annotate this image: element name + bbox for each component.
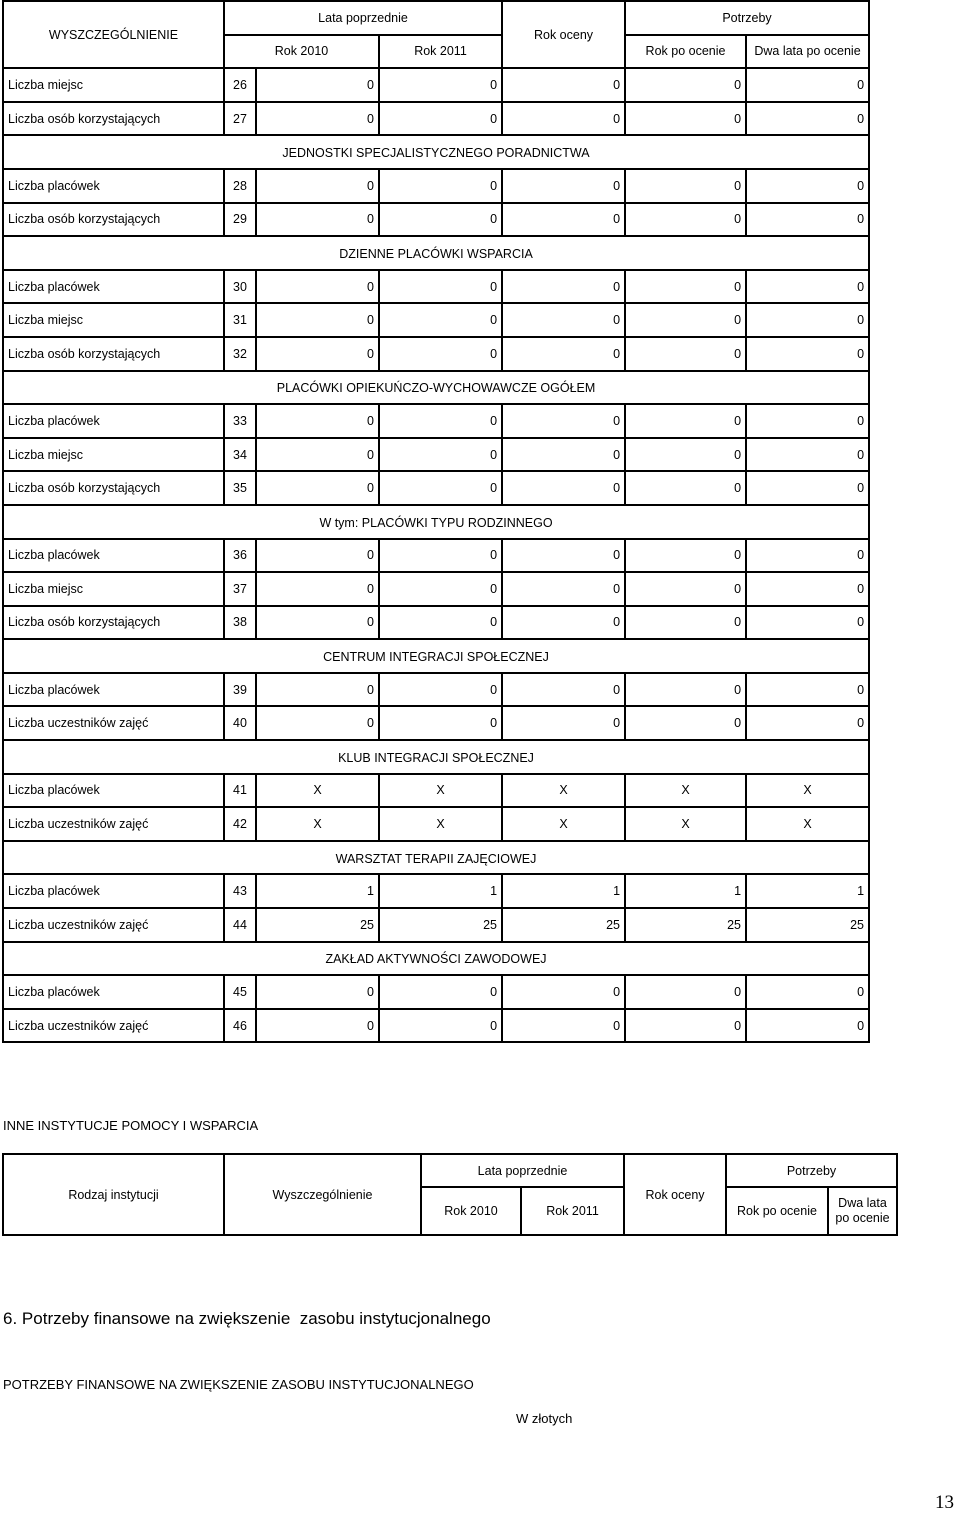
table-row — [3, 908, 869, 942]
inne-header-rodzaj: Rodzaj instytucji — [3, 1154, 224, 1235]
value-cell: 1 — [746, 874, 869, 908]
section-row — [3, 505, 869, 539]
value-cell: 0 — [746, 975, 869, 1009]
value-cell: 0 — [502, 606, 625, 640]
value-cell: 0 — [502, 303, 625, 337]
value-cell: 0 — [502, 572, 625, 606]
row-label: Liczba osób korzystających — [3, 102, 224, 136]
table-row — [3, 303, 869, 337]
row-number: 40 — [224, 706, 256, 740]
row-label: Liczba osób korzystających — [3, 337, 224, 371]
section-row — [3, 371, 869, 405]
value-cell: X — [379, 774, 502, 808]
value-cell: 0 — [746, 203, 869, 237]
value-cell: 0 — [502, 203, 625, 237]
row-label: Liczba uczestników zajęć — [3, 706, 224, 740]
row-label: Liczba uczestników zajęć — [3, 1009, 224, 1043]
table-row — [3, 169, 869, 203]
value-cell: 0 — [625, 68, 746, 102]
value-cell: 0 — [379, 102, 502, 136]
value-cell: 0 — [746, 303, 869, 337]
unit-label: W złotych — [516, 1411, 573, 1426]
value-cell: 0 — [625, 337, 746, 371]
value-cell: 0 — [502, 539, 625, 573]
value-cell: 0 — [502, 337, 625, 371]
table-row — [3, 270, 869, 304]
value-cell: 0 — [256, 975, 379, 1009]
table-row — [3, 438, 869, 472]
value-cell: 0 — [379, 270, 502, 304]
value-cell: 0 — [625, 706, 746, 740]
row-label: Liczba uczestników zajęć — [3, 807, 224, 841]
value-cell: 0 — [625, 606, 746, 640]
row-number: 26 — [224, 68, 256, 102]
value-cell: 0 — [256, 606, 379, 640]
header-rok-po-ocenie: Rok po ocenie — [625, 35, 746, 69]
value-cell: 0 — [379, 404, 502, 438]
value-cell: 0 — [502, 673, 625, 707]
section-row — [3, 236, 869, 270]
section-6-title: Potrzeby finansowe na zwiększenie zasobu instytucjonalnego — [21, 1309, 491, 1328]
header-wyszczegolnienie: WYSZCZEGÓLNIENIE — [3, 1, 224, 68]
value-cell: 1 — [256, 874, 379, 908]
value-cell: 0 — [625, 539, 746, 573]
value-cell: 0 — [625, 102, 746, 136]
value-cell: 0 — [256, 303, 379, 337]
value-cell: 0 — [379, 572, 502, 606]
row-number: 29 — [224, 203, 256, 237]
row-number: 27 — [224, 102, 256, 136]
row-number: 35 — [224, 471, 256, 505]
value-cell: 0 — [379, 169, 502, 203]
table-row — [3, 102, 869, 136]
inne-header-rok-2011: Rok 2011 — [521, 1187, 624, 1235]
value-cell: 0 — [256, 1009, 379, 1043]
table-row — [3, 673, 869, 707]
row-number: 43 — [224, 874, 256, 908]
value-cell: 0 — [502, 438, 625, 472]
value-cell: 0 — [379, 606, 502, 640]
row-number: 45 — [224, 975, 256, 1009]
value-cell: 0 — [746, 438, 869, 472]
value-cell: 0 — [256, 673, 379, 707]
inne-header-dwa-lata-po-ocenie — [828, 1187, 897, 1235]
value-cell: 25 — [379, 908, 502, 942]
value-cell: 0 — [256, 203, 379, 237]
value-cell: 0 — [746, 1009, 869, 1043]
inne-header-dwa-lata-line1: Dwa lata — [838, 1196, 887, 1210]
value-cell: X — [746, 774, 869, 808]
value-cell: 0 — [502, 68, 625, 102]
table-row — [3, 471, 869, 505]
table-row — [3, 807, 869, 841]
row-label: Liczba placówek — [3, 270, 224, 304]
row-label: Liczba placówek — [3, 539, 224, 573]
value-cell: 0 — [379, 1009, 502, 1043]
value-cell: X — [625, 774, 746, 808]
value-cell: 0 — [746, 706, 869, 740]
row-number: 38 — [224, 606, 256, 640]
value-cell: 0 — [625, 1009, 746, 1043]
section-row — [3, 135, 869, 169]
value-cell: 0 — [625, 303, 746, 337]
section-title: CENTRUM INTEGRACJI SPOŁECZNEJ — [3, 639, 869, 673]
value-cell: 0 — [625, 471, 746, 505]
value-cell: 1 — [379, 874, 502, 908]
row-number: 39 — [224, 673, 256, 707]
row-label: Liczba placówek — [3, 975, 224, 1009]
value-cell: 0 — [502, 102, 625, 136]
value-cell: 0 — [746, 606, 869, 640]
value-cell: 0 — [379, 471, 502, 505]
table-row — [3, 68, 869, 102]
value-cell: 0 — [625, 438, 746, 472]
row-number: 33 — [224, 404, 256, 438]
page-number: 13 — [935, 1492, 954, 1513]
value-cell: 0 — [625, 404, 746, 438]
header-lata-poprzednie: Lata poprzednie — [224, 1, 502, 35]
inne-header-potrzeby: Potrzeby — [726, 1154, 897, 1187]
value-cell: 0 — [625, 572, 746, 606]
value-cell: X — [502, 774, 625, 808]
value-cell: 0 — [502, 169, 625, 203]
row-number: 44 — [224, 908, 256, 942]
value-cell: 0 — [746, 673, 869, 707]
row-number: 34 — [224, 438, 256, 472]
inne-header-lata-poprzednie: Lata poprzednie — [421, 1154, 624, 1187]
value-cell: X — [256, 807, 379, 841]
section-row — [3, 942, 869, 976]
value-cell: X — [625, 807, 746, 841]
section-title: PLACÓWKI OPIEKUŃCZO-WYCHOWAWCZE OGÓŁEM — [3, 371, 869, 405]
section-row — [3, 740, 869, 774]
inne-instytucje-table — [2, 1153, 898, 1236]
section-title: DZIENNE PLACÓWKI WSPARCIA — [3, 236, 869, 270]
table-row — [3, 337, 869, 371]
value-cell: 0 — [502, 404, 625, 438]
row-label: Liczba miejsc — [3, 572, 224, 606]
row-label: Liczba miejsc — [3, 438, 224, 472]
row-label: Liczba placówek — [3, 169, 224, 203]
value-cell: 0 — [502, 706, 625, 740]
row-number: 30 — [224, 270, 256, 304]
inne-header-row-1 — [3, 1154, 897, 1187]
value-cell: 0 — [256, 438, 379, 472]
row-number: 42 — [224, 807, 256, 841]
value-cell: 0 — [502, 1009, 625, 1043]
row-label: Liczba uczestników zajęć — [3, 908, 224, 942]
section-title: KLUB INTEGRACJI SPOŁECZNEJ — [3, 740, 869, 774]
header-rok-2011: Rok 2011 — [379, 35, 502, 69]
value-cell: X — [256, 774, 379, 808]
value-cell: 0 — [379, 706, 502, 740]
main-table — [2, 0, 870, 1043]
value-cell: 0 — [256, 337, 379, 371]
table-row — [3, 1009, 869, 1043]
value-cell: X — [746, 807, 869, 841]
section-title: ZAKŁAD AKTYWNOŚCI ZAWODOWEJ — [3, 942, 869, 976]
value-cell: 0 — [379, 438, 502, 472]
value-cell: 0 — [625, 169, 746, 203]
inne-header-wyszczegolnienie: Wyszczególnienie — [224, 1154, 421, 1235]
value-cell: 0 — [746, 102, 869, 136]
value-cell: 25 — [746, 908, 869, 942]
inne-instytucje-heading: INNE INSTYTUCJE POMOCY I WSPARCIA — [3, 1118, 259, 1133]
value-cell: 0 — [502, 975, 625, 1009]
value-cell: 0 — [625, 673, 746, 707]
table-row — [3, 706, 869, 740]
value-cell: 0 — [746, 572, 869, 606]
value-cell: 0 — [379, 303, 502, 337]
value-cell: 0 — [256, 102, 379, 136]
table-row — [3, 606, 869, 640]
value-cell: 0 — [746, 337, 869, 371]
value-cell: 0 — [256, 404, 379, 438]
value-cell: 0 — [746, 270, 869, 304]
header-potrzeby: Potrzeby — [625, 1, 869, 35]
finansowe-heading: POTRZEBY FINANSOWE NA ZWIĘKSZENIE ZASOBU INSTYTUCJONALNEGO — [3, 1377, 474, 1392]
value-cell: 0 — [746, 169, 869, 203]
value-cell: 0 — [256, 270, 379, 304]
row-label: Liczba osób korzystających — [3, 606, 224, 640]
table-row — [3, 404, 869, 438]
value-cell: X — [379, 807, 502, 841]
header-rok-2010: Rok 2010 — [224, 35, 379, 69]
value-cell: 25 — [256, 908, 379, 942]
section-title: JEDNOSTKI SPECJALISTYCZNEGO PORADNICTWA — [3, 135, 869, 169]
header-dwa-lata-po-ocenie: Dwa lata po ocenie — [746, 35, 869, 69]
row-number: 41 — [224, 774, 256, 808]
section-title: W tym: PLACÓWKI TYPU RODZINNEGO — [3, 505, 869, 539]
inne-header-rok-po-ocenie: Rok po ocenie — [726, 1187, 828, 1235]
value-cell: 0 — [379, 337, 502, 371]
value-cell: 25 — [625, 908, 746, 942]
value-cell: 0 — [256, 539, 379, 573]
section-6-number: 6. — [3, 1309, 18, 1328]
value-cell: 1 — [625, 874, 746, 908]
value-cell: 25 — [502, 908, 625, 942]
value-cell: 0 — [746, 68, 869, 102]
value-cell: 1 — [502, 874, 625, 908]
header-rok-oceny: Rok oceny — [502, 1, 625, 68]
table-row — [3, 874, 869, 908]
section-title: WARSZTAT TERAPII ZAJĘCIOWEJ — [3, 841, 869, 875]
row-number: 31 — [224, 303, 256, 337]
inne-header-rok-oceny: Rok oceny — [624, 1154, 726, 1235]
row-number: 37 — [224, 572, 256, 606]
section-row — [3, 841, 869, 875]
row-label: Liczba placówek — [3, 874, 224, 908]
row-number: 46 — [224, 1009, 256, 1043]
value-cell: X — [502, 807, 625, 841]
section-6-heading — [3, 1309, 491, 1329]
table-row — [3, 203, 869, 237]
value-cell: 0 — [256, 169, 379, 203]
section-row — [3, 639, 869, 673]
value-cell: 0 — [746, 404, 869, 438]
value-cell: 0 — [256, 706, 379, 740]
value-cell: 0 — [379, 203, 502, 237]
table-row — [3, 572, 869, 606]
value-cell: 0 — [379, 68, 502, 102]
row-label: Liczba osób korzystających — [3, 203, 224, 237]
value-cell: 0 — [625, 270, 746, 304]
row-number: 36 — [224, 539, 256, 573]
value-cell: 0 — [379, 673, 502, 707]
table-row — [3, 975, 869, 1009]
row-label: Liczba miejsc — [3, 303, 224, 337]
row-number: 28 — [224, 169, 256, 203]
inne-header-dwa-lata-line2: po ocenie — [835, 1211, 890, 1225]
value-cell: 0 — [256, 471, 379, 505]
value-cell: 0 — [746, 539, 869, 573]
row-label: Liczba placówek — [3, 673, 224, 707]
value-cell: 0 — [502, 471, 625, 505]
row-label: Liczba miejsc — [3, 68, 224, 102]
value-cell: 0 — [379, 539, 502, 573]
row-label: Liczba placówek — [3, 774, 224, 808]
table-row — [3, 774, 869, 808]
value-cell: 0 — [502, 270, 625, 304]
inne-header-rok-2010: Rok 2010 — [421, 1187, 521, 1235]
value-cell: 0 — [746, 471, 869, 505]
value-cell: 0 — [625, 203, 746, 237]
table-row — [3, 539, 869, 573]
row-number: 32 — [224, 337, 256, 371]
value-cell: 0 — [625, 975, 746, 1009]
value-cell: 0 — [379, 975, 502, 1009]
header-row-1 — [3, 1, 869, 35]
value-cell: 0 — [256, 68, 379, 102]
row-label: Liczba osób korzystających — [3, 471, 224, 505]
value-cell: 0 — [256, 572, 379, 606]
row-label: Liczba placówek — [3, 404, 224, 438]
